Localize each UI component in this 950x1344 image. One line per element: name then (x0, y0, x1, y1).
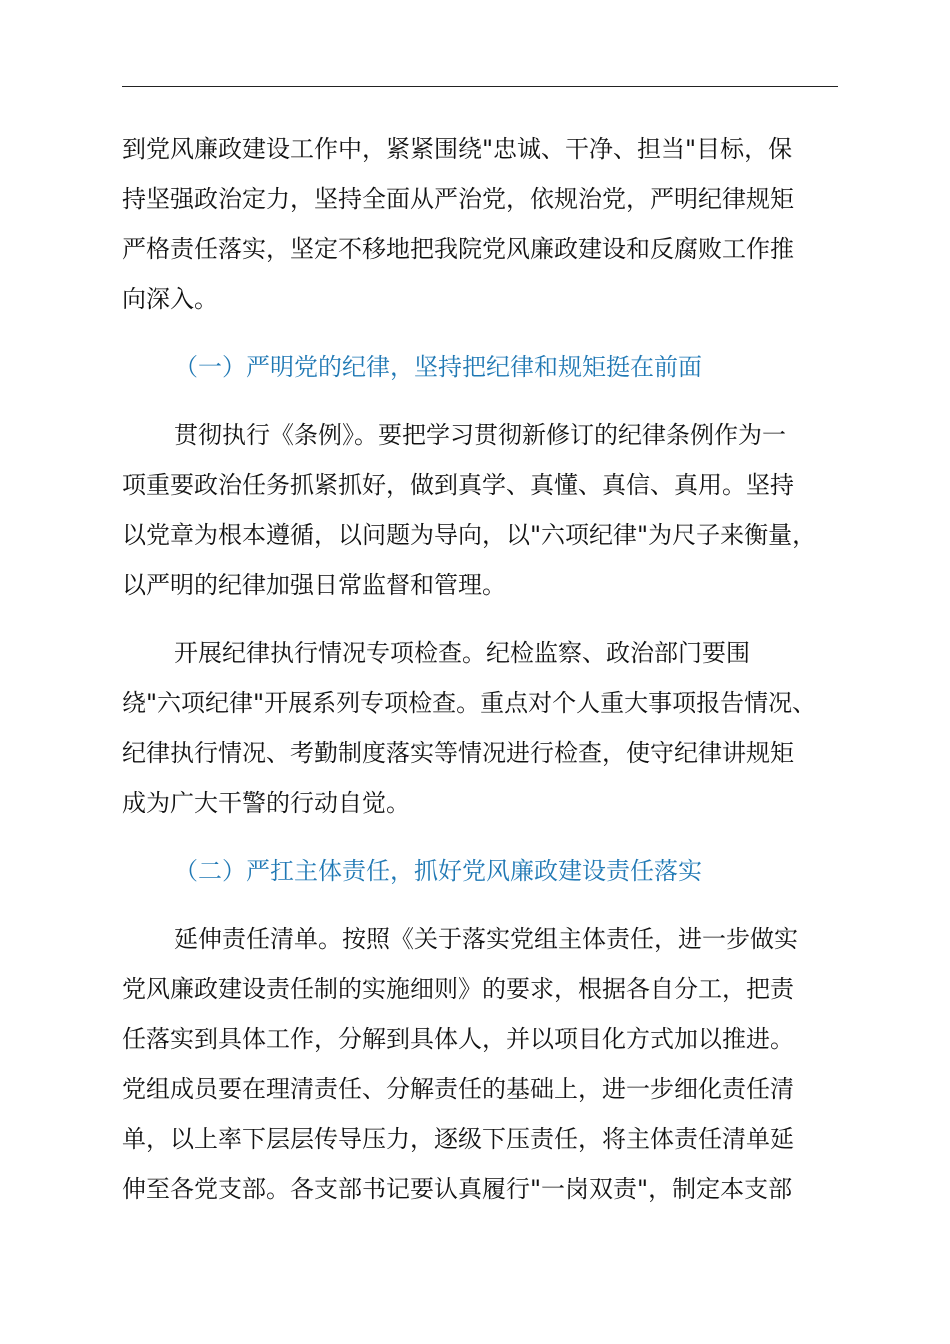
text-line: 持坚强政治定力，坚持全面从严治党，依规治党，严明纪律规矩 (122, 185, 794, 213)
text-line: 贯彻执行《条例》。要把学习贯彻新修订的纪律条例作为一 (174, 421, 786, 449)
text-line: 党风廉政建设责任制的实施细则》的要求，根据各自分工，把责 (122, 975, 794, 1003)
paragraph (122, 914, 838, 1214)
text-line: 党组成员要在理清责任、分解责任的基础上，进一步细化责任清 (122, 1075, 794, 1103)
text-line: 开展纪律执行情况专项检查。纪检监察、政治部门要围 (174, 639, 750, 667)
text-line: 以党章为根本遵循，以问题为导向，以"六项纪律"为尺子来衡量， (122, 521, 817, 549)
text-line: 任落实到具体工作，分解到具体人，并以项目化方式加以推进。 (122, 1025, 794, 1053)
section-heading-2: （二）严扛主体责任，抓好党风廉政建设责任落实 (174, 857, 702, 885)
document-body (122, 124, 838, 1214)
section-heading-1: （一）严明党的纪律，坚持把纪律和规矩挺在前面 (174, 353, 702, 381)
text-line: 绕"六项纪律"开展系列专项检查。重点对个人重大事项报告情况、 (122, 689, 817, 717)
text-line: 项重要政治任务抓紧抓好，做到真学、真懂、真信、真用。坚持 (122, 471, 794, 499)
paragraph-continued (122, 124, 838, 324)
paragraph (122, 628, 838, 828)
text-line: 伸至各党支部。各支部书记要认真履行"一岗双责"，制定本支部 (122, 1175, 793, 1203)
paragraph (122, 410, 838, 610)
text-line: 单，以上率下层层传导压力，逐级下压责任，将主体责任清单延 (122, 1125, 794, 1153)
text-line: 向深入。 (122, 285, 218, 313)
text-line: 严格责任落实，坚定不移地把我院党风廉政建设和反腐败工作推 (122, 235, 794, 263)
text-line: 到党风廉政建设工作中，紧紧围绕"忠诚、干净、担当"目标，保 (122, 135, 793, 163)
text-line: 以严明的纪律加强日常监督和管理。 (122, 571, 506, 599)
header-rule (122, 86, 838, 87)
text-line: 延伸责任清单。按照《关于落实党组主体责任，进一步做实 (174, 925, 798, 953)
text-line: 成为广大干警的行动自觉。 (122, 789, 410, 817)
text-line: 纪律执行情况、考勤制度落实等情况进行检查，使守纪律讲规矩 (122, 739, 794, 767)
